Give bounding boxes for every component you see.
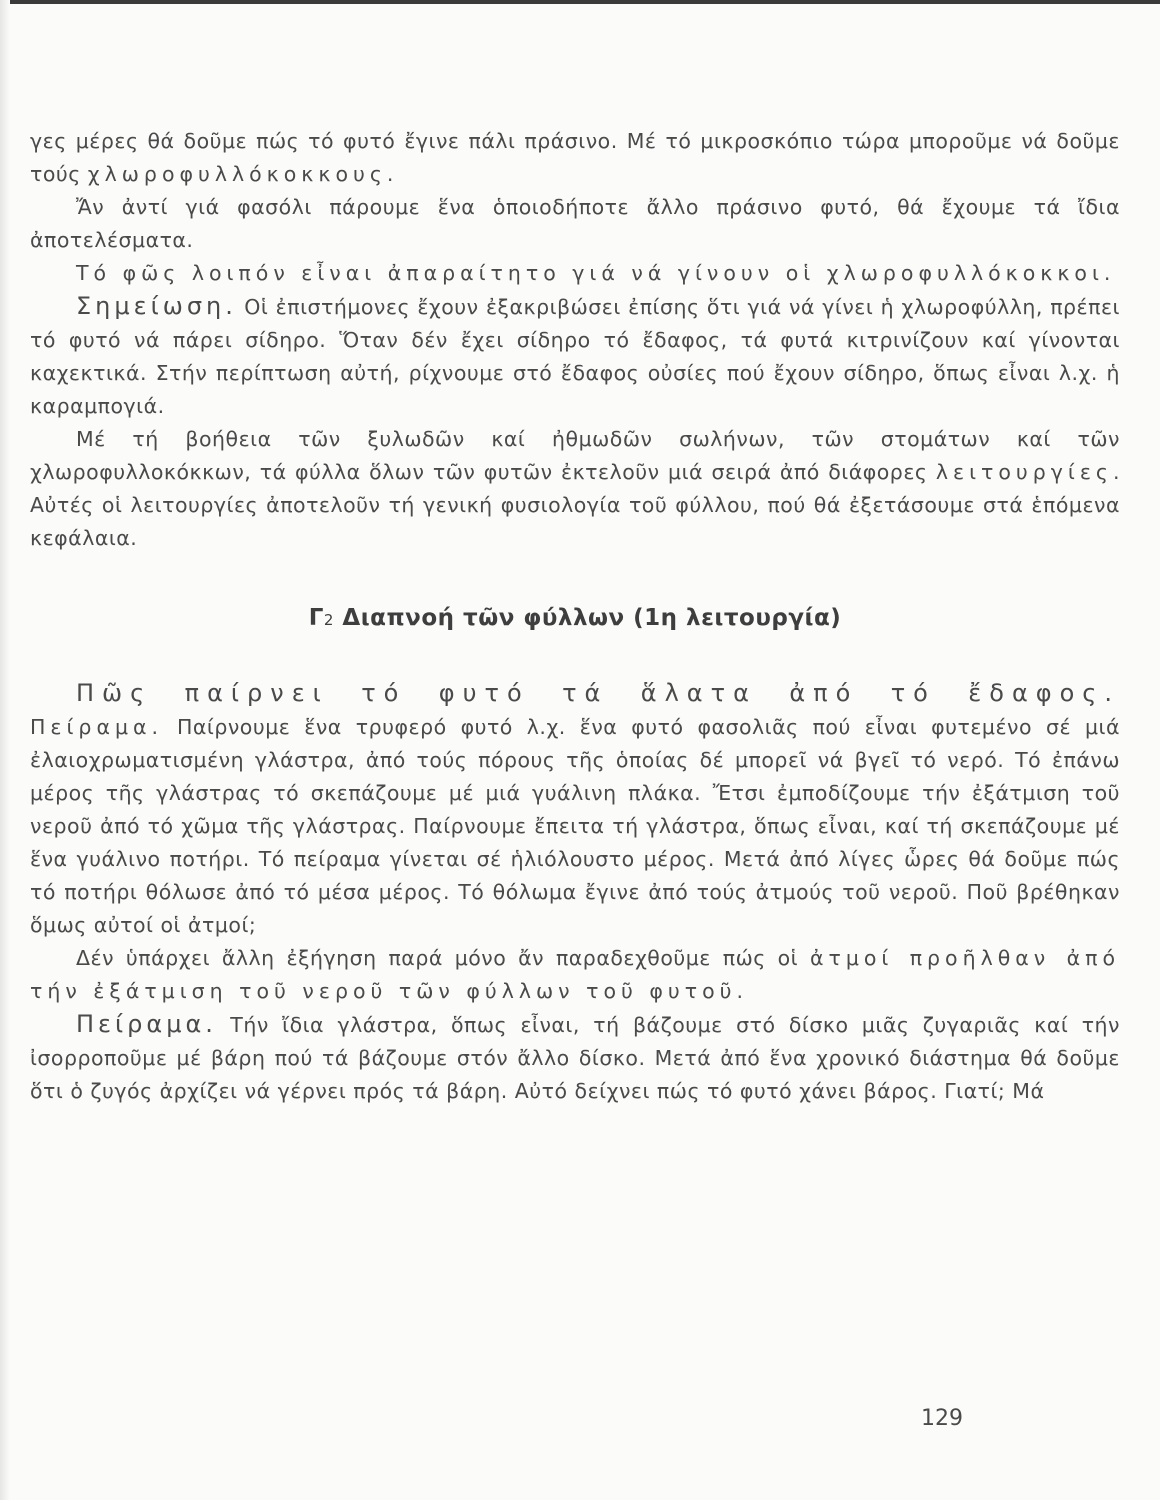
paragraph-5-spaced: λειτουργίες — [935, 460, 1113, 484]
experiment-label-2: Πείραμα. — [76, 1010, 217, 1038]
paragraph-1 — [30, 125, 1120, 191]
paragraph-1-spaced: χλωροφυλλόκοκκους. — [87, 162, 399, 186]
section-paragraph-3 — [30, 1008, 1120, 1108]
page-body — [30, 125, 1120, 1108]
section-paragraph-2 — [30, 942, 1120, 1008]
section-lead: Πῶς παίρνει τό φυτό τά ἅλατα ἀπό τό ἔδαφος. — [76, 679, 1120, 707]
section-paragraph-3-text: Τήν ἴδια γλάστρα, ὅπως εἶναι, τή βάζουμε στό δίσκο μιᾶς ζυγαριᾶς καί τήν ἰσορροποῦμε μέ βάρη πού τά βάζουμε στόν ἄλλο δίσκο. Μετά ἀπό ἕνα χρονικό διάστημα θά δοῦμε ὅτι ὁ ζυγός ἀρχίζει νά γέρνει πρός τά βάρη. Αὐτό δείχνει πώς τό φυτό χάνει βάρος. Γιατί; Μά — [30, 1013, 1120, 1103]
section-paragraph-1-text: Παίρνουμε ἕνα τρυφερό φυτό λ.χ. ἕνα φυτό φασολιᾶς πού εἶναι φυτεμένο σέ μιά ἐλαιοχρωματισμένη γλάστρα, ἀπό τούς πόρους τῆς ὁποίας δέ μπορεῖ νά βγεῖ τό νερό. Τό ἐπάνω μέρος τῆς γλάστρας τό σκεπάζουμε μέ μιά γυάλινη πλάκα. Ἔτσι ἐμποδίζουμε τήν ἐξάτμιση τοῦ νεροῦ ἀπό τό χῶμα τῆς γλάστρας. Παίρνουμε ἔπειτα τή γλάστρα, ὅπως εἶναι, καί τή σκεπάζουμε μέ ἕνα γυάλινο ποτήρι. Τό πείραμα γίνεται σέ ἡλιόλουστο μέρος. Μετά ἀπό λίγες ὧρες θά δοῦμε πώς τό ποτήρι θόλωσε ἀπό τό μέσα μέρος. Τό θόλωμα ἔγινε ἀπό τούς ἀτμούς τοῦ νεροῦ. Ποῦ βρέθηκαν ὅμως αὐτοί οἱ ἀτμοί; — [30, 715, 1120, 937]
paragraph-note — [30, 290, 1120, 423]
paragraph-1-text: γες μέρες θά δοῦμε πώς τό φυτό ἔγινε πάλι πράσινο. Μέ τό μικροσκόπιο τώρα μποροῦμε νά δοῦμε τούς — [30, 129, 1120, 186]
section-paragraph-1 — [30, 677, 1120, 942]
section-paragraph-2-text: Δέν ὑπάρχει ἄλλη ἐξήγηση παρά μόνο ἄν παραδεχθοῦμε πώς οἱ — [76, 946, 810, 970]
paragraph-5-text-c: . Αὐτές οἱ λειτουργίες ἀποτελοῦν τή γενική φυσιολογία τοῦ φύλλου, πού θά ἐξετάσουμε στά ἑπόμενα κεφάλαια. — [30, 460, 1120, 550]
note-label: Σημείωση. — [76, 292, 237, 320]
experiment-label-1: Πείραμα. — [30, 715, 164, 739]
scan-top-edge — [0, 0, 1160, 4]
paragraph-3: Τό φῶς λοιπόν εἶναι ἀπαραίτητο γιά νά γίνουν οἱ χλωροφυλλόκοκκοι. — [76, 261, 1116, 285]
paragraph-5 — [30, 423, 1120, 555]
note-text: Οἱ ἐπιστήμονες ἔχουν ἐξακριβώσει ἐπίσης ὅτι γιά νά γίνει ἡ χλωροφύλλη, πρέπει τό φυτό νά πάρει σίδηρο. Ὅταν δέν ἔχει σίδηρο τό ἔδαφος, τά φυτά κιτρινίζουν καί γίνονται καχεκτικά. Στήν περίπτωση αὐτή, ρίχνουμε στό ἔδαφος οὐσίες πού ἔχουν σίδηρο, ὅπως εἶναι λ.χ. ἡ καραμπογιά. — [30, 295, 1120, 418]
heading-title: Διαπνοή τῶν φύλλων (1η λειτουργία) — [333, 605, 842, 631]
scan-left-shadow — [0, 0, 10, 1500]
section-heading — [30, 605, 1120, 631]
heading-prefix: Γ — [308, 605, 324, 631]
page-number: 129 — [921, 1406, 963, 1431]
heading-subscript: 2 — [323, 611, 334, 629]
section-paragraph-2-spaced: ἀτμοί προῆλθαν ἀπό τήν ἐξάτμιση τοῦ νεροῦ τῶν φύλλων τοῦ φυτοῦ. — [30, 946, 1120, 1003]
paragraph-5-text-a: Μέ τή βοήθεια τῶν ξυλωδῶν καί ἠθμωδῶν σωλήνων, τῶν στομάτων καί τῶν χλωροφυλλοκόκκων, τά φύλλα ὅλων τῶν φυτῶν ἐκτελοῦν μιά σειρά ἀπό διάφορες — [30, 427, 1120, 484]
paragraph-2: Ἄν ἀντί γιά φασόλι πάρουμε ἕνα ὁποιοδήποτε ἄλλο πράσινο φυτό, θά ἔχουμε τά ἴδια ἀποτελέσματα. — [30, 195, 1120, 252]
